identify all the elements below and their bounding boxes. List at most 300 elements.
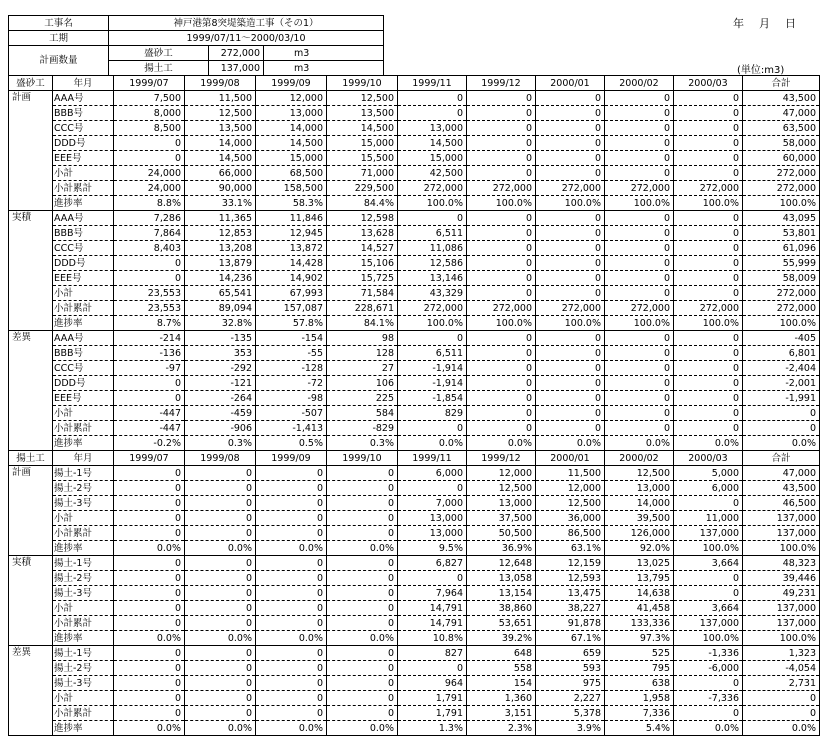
row-label: AAA号 [53, 331, 114, 346]
cell-value: 272,000 [536, 181, 605, 196]
cell-value: 0 [327, 601, 398, 616]
cell-value: 11,846 [256, 211, 327, 226]
row-label: CCC号 [53, 121, 114, 136]
row-label: 小計累計 [53, 181, 114, 196]
row-label: 小計累計 [53, 616, 114, 631]
cell-value: 0.0% [743, 721, 820, 736]
cell-value: 7,286 [114, 211, 185, 226]
cell-value: 48,323 [743, 556, 820, 571]
cell-value: -154 [256, 331, 327, 346]
table-row [9, 166, 820, 181]
row-label: 揚土-3号 [53, 586, 114, 601]
cell-value: 0 [674, 346, 743, 361]
cell-value: -97 [114, 361, 185, 376]
cell-value: -0.2% [114, 436, 185, 451]
cell-value: 964 [398, 676, 467, 691]
cell-value: 13,000 [398, 511, 467, 526]
cell-value: 558 [467, 661, 536, 676]
cell-value: 0 [467, 376, 536, 391]
cell-value: 36,000 [536, 511, 605, 526]
cell-value: 71,584 [327, 286, 398, 301]
cell-value: 0 [605, 286, 674, 301]
cell-value: 12,853 [185, 226, 256, 241]
cell-value: 57.8% [256, 316, 327, 331]
cell-value: 0 [605, 121, 674, 136]
cell-value: 15,106 [327, 256, 398, 271]
section-header-row [9, 76, 820, 91]
cell-value: 0 [536, 226, 605, 241]
item-qty: 272,000 [209, 46, 264, 61]
cell-value: 13,000 [398, 121, 467, 136]
cell-value: 0 [256, 616, 327, 631]
cell-value: 0 [536, 106, 605, 121]
cell-value: 0 [398, 91, 467, 106]
cell-value: 0.0% [114, 721, 185, 736]
cell-value: 0 [467, 286, 536, 301]
cell-value: 272,000 [467, 181, 536, 196]
cell-value: 8.7% [114, 316, 185, 331]
cell-value: 0 [743, 691, 820, 706]
cell-value: 0 [185, 691, 256, 706]
cell-value: 65,541 [185, 286, 256, 301]
cell-value: -98 [256, 391, 327, 406]
cell-value: 0 [467, 256, 536, 271]
table-row [9, 676, 820, 691]
cell-value: 0 [605, 346, 674, 361]
cell-value: 0 [256, 691, 327, 706]
table-row [9, 361, 820, 376]
row-label: 小計 [53, 601, 114, 616]
cell-value: 659 [536, 646, 605, 661]
cell-value: -1,413 [256, 421, 327, 436]
cell-value: 0.3% [185, 436, 256, 451]
cell-value: 13,628 [327, 226, 398, 241]
group-label: 計画 [9, 91, 53, 211]
cell-value: 13,025 [605, 556, 674, 571]
cell-value: 0 [114, 256, 185, 271]
cell-value: 0 [743, 406, 820, 421]
cell-value: 0.0% [467, 436, 536, 451]
cell-value: 100.0% [398, 196, 467, 211]
cell-value: 0 [605, 376, 674, 391]
cell-value: 0 [185, 646, 256, 661]
cell-value: 0.0% [674, 436, 743, 451]
cell-value: 100.0% [605, 316, 674, 331]
cell-value: 0.0% [536, 436, 605, 451]
cell-value: 100.0% [398, 316, 467, 331]
cell-value: 12,500 [536, 496, 605, 511]
cell-value: 67.1% [536, 631, 605, 646]
cell-value: 6,511 [398, 346, 467, 361]
cell-value: 13,146 [398, 271, 467, 286]
cell-value: 13,475 [536, 586, 605, 601]
cell-value: 137,000 [743, 511, 820, 526]
cell-value: 12,000 [536, 481, 605, 496]
table-row [9, 586, 820, 601]
table-row [9, 391, 820, 406]
cell-value: 0 [114, 586, 185, 601]
cell-value: 0 [605, 391, 674, 406]
cell-value: 272,000 [398, 181, 467, 196]
progress-table [8, 75, 820, 736]
row-label: 揚土-1号 [53, 646, 114, 661]
cell-value: 41,458 [605, 601, 674, 616]
row-label: EEE号 [53, 151, 114, 166]
cell-value: 71,000 [327, 166, 398, 181]
cell-value: 128 [327, 346, 398, 361]
cell-value: 53,801 [743, 226, 820, 241]
cell-value: 272,000 [467, 301, 536, 316]
cell-value: 0 [536, 166, 605, 181]
month-header: 1999/07 [114, 76, 185, 91]
kouki-value: 1999/07/11〜2000/03/10 [109, 31, 384, 46]
cell-value: 0 [674, 166, 743, 181]
cell-value: 14,236 [185, 271, 256, 286]
cell-value: 137,000 [674, 526, 743, 541]
cell-value: 0 [536, 406, 605, 421]
month-header: 2000/02 [605, 451, 674, 466]
group-label: 差異 [9, 646, 53, 736]
cell-value: 13,000 [467, 496, 536, 511]
cell-value: 12,500 [605, 466, 674, 481]
cell-value: 0 [674, 256, 743, 271]
cell-value: 90,000 [185, 181, 256, 196]
cell-value: 100.0% [467, 196, 536, 211]
cell-value: 0 [114, 556, 185, 571]
month-header: 2000/02 [605, 76, 674, 91]
date-header: 年 月 日 [733, 17, 798, 30]
cell-value: 0 [605, 136, 674, 151]
cell-value: 0 [605, 106, 674, 121]
cell-value: 225 [327, 391, 398, 406]
column-label: 年月 [53, 76, 114, 91]
cell-value: 795 [605, 661, 674, 676]
cell-value: 0 [536, 286, 605, 301]
cell-value: 8,403 [114, 241, 185, 256]
cell-value: 0 [185, 481, 256, 496]
cell-value: 100.0% [467, 316, 536, 331]
cell-value: 0 [256, 601, 327, 616]
cell-value: 0 [743, 706, 820, 721]
cell-value: 15,000 [256, 151, 327, 166]
cell-value: 0 [536, 241, 605, 256]
cell-value: -2,001 [743, 376, 820, 391]
cell-value: 0.0% [114, 631, 185, 646]
section-title: 揚土工 [9, 451, 53, 466]
cell-value: 0 [114, 571, 185, 586]
table-row [9, 271, 820, 286]
cell-value: 229,500 [327, 181, 398, 196]
cell-value: 66,000 [185, 166, 256, 181]
cell-value: 0 [327, 706, 398, 721]
row-label: 小計 [53, 286, 114, 301]
cell-value: 137,000 [743, 526, 820, 541]
cell-value: 43,329 [398, 286, 467, 301]
cell-value: 53,651 [467, 616, 536, 631]
cell-value: 14,500 [398, 136, 467, 151]
table-row [9, 286, 820, 301]
cell-value: -405 [743, 331, 820, 346]
cell-value: 55,999 [743, 256, 820, 271]
cell-value: 584 [327, 406, 398, 421]
cell-value: 13,000 [605, 481, 674, 496]
cell-value: 13,795 [605, 571, 674, 586]
cell-value: 0 [327, 481, 398, 496]
koji-label: 工事名 [9, 16, 109, 31]
month-header: 合計 [743, 451, 820, 466]
row-label: 進捗率 [53, 196, 114, 211]
cell-value: 0 [256, 706, 327, 721]
cell-value: 0.0% [256, 631, 327, 646]
cell-value: 84.1% [327, 316, 398, 331]
cell-value: 0 [536, 211, 605, 226]
cell-value: 0 [467, 151, 536, 166]
cell-value: 0 [536, 121, 605, 136]
cell-value: -906 [185, 421, 256, 436]
table-row [9, 541, 820, 556]
cell-value: 0 [398, 421, 467, 436]
cell-value: 0 [114, 496, 185, 511]
table-row [9, 496, 820, 511]
month-header: 1999/11 [398, 451, 467, 466]
cell-value: 0 [605, 256, 674, 271]
row-label: BBB号 [53, 226, 114, 241]
cell-value: 0 [185, 556, 256, 571]
cell-value: 137,000 [674, 616, 743, 631]
cell-value: 12,000 [256, 91, 327, 106]
cell-value: 0 [256, 571, 327, 586]
header-table [8, 15, 384, 76]
cell-value: 0 [674, 586, 743, 601]
cell-value: 0 [674, 211, 743, 226]
cell-value: 11,365 [185, 211, 256, 226]
cell-value: 8.8% [114, 196, 185, 211]
cell-value: 0 [536, 391, 605, 406]
cell-value: 0.0% [327, 631, 398, 646]
cell-value: 272,000 [743, 166, 820, 181]
cell-value: 0 [674, 91, 743, 106]
cell-value: 133,336 [605, 616, 674, 631]
cell-value: 0 [467, 106, 536, 121]
cell-value: 92.0% [605, 541, 674, 556]
row-label: DDD号 [53, 136, 114, 151]
cell-value: -1,914 [398, 376, 467, 391]
cell-value: -136 [114, 346, 185, 361]
month-header: 2000/03 [674, 76, 743, 91]
cell-value: 0 [256, 526, 327, 541]
cell-value: 0.0% [674, 721, 743, 736]
cell-value: 23,553 [114, 286, 185, 301]
row-label: 揚土-1号 [53, 556, 114, 571]
cell-value: 0 [674, 571, 743, 586]
cell-value: 0 [185, 466, 256, 481]
cell-value: 58,009 [743, 271, 820, 286]
cell-value: 36.9% [467, 541, 536, 556]
table-row [9, 631, 820, 646]
cell-value: 827 [398, 646, 467, 661]
cell-value: 6,801 [743, 346, 820, 361]
cell-value: 0 [536, 91, 605, 106]
cell-value: 0 [256, 586, 327, 601]
cell-value: 0 [674, 391, 743, 406]
cell-value: 100.0% [743, 631, 820, 646]
cell-value: 0 [467, 271, 536, 286]
cell-value: 0 [674, 376, 743, 391]
row-label: 進捗率 [53, 721, 114, 736]
cell-value: 13,879 [185, 256, 256, 271]
cell-value: 0 [467, 361, 536, 376]
cell-value: 0 [256, 481, 327, 496]
table-row [9, 196, 820, 211]
cell-value: 6,000 [674, 481, 743, 496]
cell-value: 0 [674, 706, 743, 721]
cell-value: 0 [114, 391, 185, 406]
cell-value: -1,914 [398, 361, 467, 376]
month-header: 2000/03 [674, 451, 743, 466]
cell-value: 0 [327, 556, 398, 571]
cell-value: 61,096 [743, 241, 820, 256]
section-title: 盛砂工 [9, 76, 53, 91]
cell-value: 32.8% [185, 316, 256, 331]
item-name: 揚土工 [109, 61, 209, 76]
row-label: 小計累計 [53, 706, 114, 721]
row-label: EEE号 [53, 391, 114, 406]
cell-value: 0 [674, 241, 743, 256]
row-label: CCC号 [53, 361, 114, 376]
row-label: 揚土-1号 [53, 466, 114, 481]
cell-value: 0 [256, 496, 327, 511]
cell-value: 13,500 [185, 121, 256, 136]
cell-value: 0.0% [327, 721, 398, 736]
cell-value: 24,000 [114, 166, 185, 181]
cell-value: 10.8% [398, 631, 467, 646]
table-row [9, 421, 820, 436]
cell-value: 8,500 [114, 121, 185, 136]
cell-value: 0 [605, 361, 674, 376]
cell-value: 0 [605, 241, 674, 256]
table-row [9, 706, 820, 721]
cell-value: 0 [536, 376, 605, 391]
table-row [9, 151, 820, 166]
row-label: BBB号 [53, 106, 114, 121]
cell-value: 5,000 [674, 466, 743, 481]
cell-value: 0 [605, 91, 674, 106]
cell-value: 15,000 [327, 136, 398, 151]
cell-value: -1,991 [743, 391, 820, 406]
cell-value: -459 [185, 406, 256, 421]
row-label: 小計 [53, 166, 114, 181]
cell-value: 137,000 [743, 601, 820, 616]
cell-value: 42,500 [398, 166, 467, 181]
cell-value: -121 [185, 376, 256, 391]
cell-value: 0 [114, 676, 185, 691]
cell-value: 7,336 [605, 706, 674, 721]
cell-value: 0 [256, 676, 327, 691]
cell-value: 86,500 [536, 526, 605, 541]
month-header: 1999/12 [467, 451, 536, 466]
cell-value: 100.0% [536, 316, 605, 331]
group-label: 計画 [9, 466, 53, 556]
cell-value: 1,323 [743, 646, 820, 661]
cell-value: 0 [327, 616, 398, 631]
cell-value: 272,000 [743, 301, 820, 316]
cell-value: 0 [467, 91, 536, 106]
table-row [9, 721, 820, 736]
cell-value: 0 [114, 706, 185, 721]
cell-value: -2,404 [743, 361, 820, 376]
cell-value: 47,000 [743, 466, 820, 481]
cell-value: 0.0% [114, 541, 185, 556]
cell-value: 0 [605, 421, 674, 436]
cell-value: 353 [185, 346, 256, 361]
cell-value: 1,360 [467, 691, 536, 706]
table-row [9, 691, 820, 706]
row-label: 揚土-2号 [53, 661, 114, 676]
cell-value: 0.0% [185, 631, 256, 646]
cell-value: 100.0% [536, 196, 605, 211]
cell-value: 0 [674, 226, 743, 241]
cell-value: 7,000 [398, 496, 467, 511]
cell-value: 137,000 [743, 616, 820, 631]
cell-value: 68,500 [256, 166, 327, 181]
cell-value: 0 [114, 151, 185, 166]
cell-value: 1,791 [398, 706, 467, 721]
cell-value: 39,446 [743, 571, 820, 586]
table-row [9, 301, 820, 316]
cell-value: 638 [605, 676, 674, 691]
month-header: 2000/01 [536, 451, 605, 466]
table-row [9, 241, 820, 256]
cell-value: 0 [327, 646, 398, 661]
cell-value: 15,000 [398, 151, 467, 166]
cell-value: 84.4% [327, 196, 398, 211]
cell-value: 0 [114, 646, 185, 661]
cell-value: -214 [114, 331, 185, 346]
row-label: 揚土-2号 [53, 571, 114, 586]
cell-value: 13,058 [467, 571, 536, 586]
cell-value: 7,964 [398, 586, 467, 601]
cell-value: 525 [605, 646, 674, 661]
cell-value: 7,500 [114, 91, 185, 106]
cell-value: 0 [327, 661, 398, 676]
cell-value: 0 [327, 691, 398, 706]
cell-value: 11,086 [398, 241, 467, 256]
cell-value: 272,000 [743, 286, 820, 301]
cell-value: 0.0% [185, 721, 256, 736]
table-row [9, 571, 820, 586]
cell-value: 0 [327, 511, 398, 526]
table-row [9, 661, 820, 676]
cell-value: 2.3% [467, 721, 536, 736]
table-row [9, 556, 820, 571]
cell-value: 12,945 [256, 226, 327, 241]
cell-value: 3,664 [674, 601, 743, 616]
cell-value: 0 [674, 406, 743, 421]
cell-value: 0 [536, 136, 605, 151]
cell-value: 0 [674, 421, 743, 436]
cell-value: 0 [536, 421, 605, 436]
cell-value: 15,500 [327, 151, 398, 166]
cell-value: -72 [256, 376, 327, 391]
cell-value: 12,500 [327, 91, 398, 106]
cell-value: 272,000 [605, 301, 674, 316]
cell-value: 14,000 [185, 136, 256, 151]
cell-value: 0 [185, 496, 256, 511]
cell-value: 0 [536, 361, 605, 376]
cell-value: 14,500 [256, 136, 327, 151]
cell-value: 272,000 [398, 301, 467, 316]
cell-value: 63,500 [743, 121, 820, 136]
